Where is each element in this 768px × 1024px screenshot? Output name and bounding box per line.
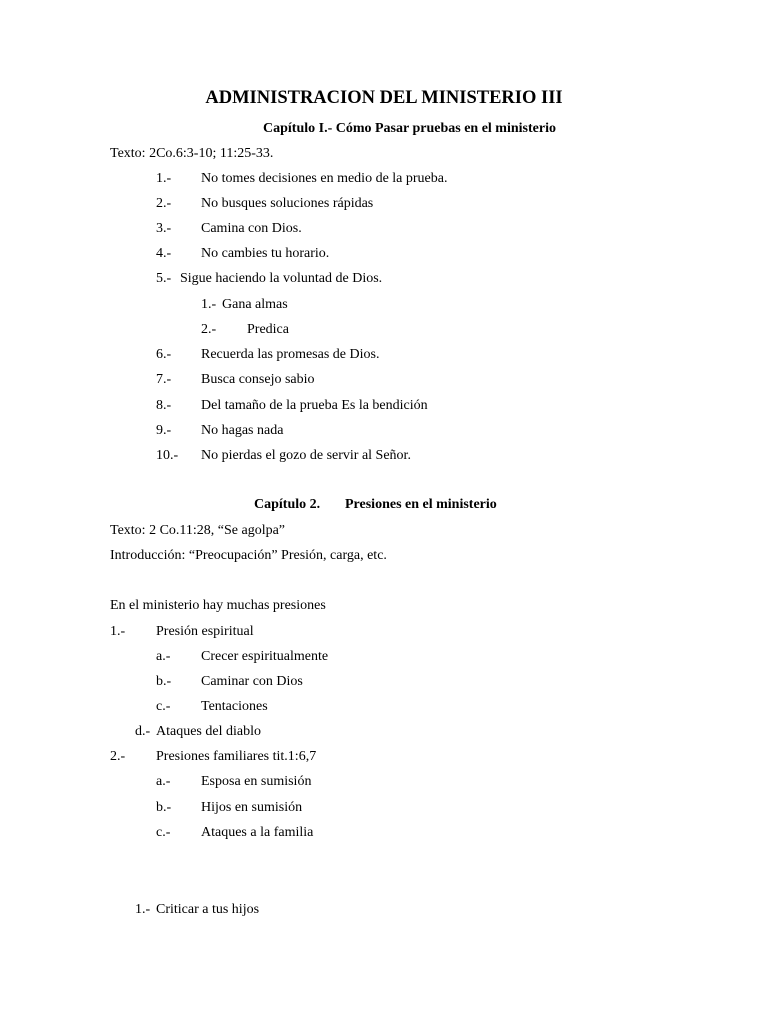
chapter2-text-reference: Texto: 2 Co.11:28, “Se agolpa” [110, 523, 286, 538]
item-text: No pierdas el gozo de servir al Señor. [201, 448, 411, 463]
item-text: Camina con Dios. [201, 221, 302, 236]
item-text: Criticar a tus hijos [156, 902, 260, 917]
chapter2-introduction: Introducción: “Preocupación” Presión, carga, etc. [110, 548, 387, 563]
item-number: 7.- [156, 372, 172, 387]
item-number: 3.- [156, 221, 172, 236]
section-text: Presión espiritual [156, 624, 254, 639]
item-number: 6.- [156, 347, 172, 362]
item-text: No hagas nada [201, 423, 284, 438]
item-text: Tentaciones [201, 699, 268, 714]
item-text: Ataques a la familia [201, 825, 314, 840]
item-number: d.- [135, 724, 151, 739]
item-text: Recuerda las promesas de Dios. [201, 347, 380, 362]
item-text: No busques soluciones rápidas [201, 196, 374, 211]
chapter2-heading-text: Presiones en el ministerio [345, 497, 497, 512]
item-number: b.- [156, 800, 172, 815]
item-number: 10.- [156, 448, 179, 463]
chapter2-lead: En el ministerio hay muchas presiones [110, 598, 326, 613]
item-number: 8.- [156, 398, 172, 413]
section-text: Presiones familiares tit.1:6,7 [156, 749, 317, 764]
item-text: Ataques del diablo [156, 724, 261, 739]
item-text: Del tamaño de la prueba Es la bendición [201, 398, 428, 413]
chapter1-text-reference: Texto: 2Co.6:3-10; 11:25-33. [110, 146, 274, 161]
item-text: Hijos en sumisión [201, 800, 303, 815]
item-number: 4.- [156, 246, 172, 261]
item-number: a.- [156, 774, 171, 789]
item-text: Crecer espiritualmente [201, 649, 329, 664]
item-number: 5.- [156, 271, 172, 286]
subitem-text: Predica [247, 322, 289, 337]
item-number: 1.- [135, 902, 151, 917]
section-number: 1.- [110, 624, 126, 639]
subitem-number: 1.- [201, 297, 217, 312]
item-number: a.- [156, 649, 171, 664]
document-title: ADMINISTRACION DEL MINISTERIO III [205, 88, 563, 108]
section-number: 2.- [110, 749, 126, 764]
chapter2-heading-number: Capítulo 2. [254, 497, 321, 512]
item-number: 9.- [156, 423, 172, 438]
item-text: No cambies tu horario. [201, 246, 330, 261]
item-number: 2.- [156, 196, 172, 211]
item-text: Sigue haciendo la voluntad de Dios. [180, 271, 383, 286]
chapter1-heading: Capítulo I.- Cómo Pasar pruebas en el ministerio [263, 121, 556, 136]
item-number: c.- [156, 825, 171, 840]
item-number: b.- [156, 674, 172, 689]
item-number: 1.- [156, 171, 172, 186]
item-text: No tomes decisiones en medio de la prueba. [201, 171, 448, 186]
subitem-number: 2.- [201, 322, 217, 337]
subitem-text: Gana almas [222, 297, 288, 312]
item-text: Busca consejo sabio [201, 372, 315, 387]
item-number: c.- [156, 699, 171, 714]
item-text: Esposa en sumisión [201, 774, 312, 789]
item-text: Caminar con Dios [201, 674, 303, 689]
